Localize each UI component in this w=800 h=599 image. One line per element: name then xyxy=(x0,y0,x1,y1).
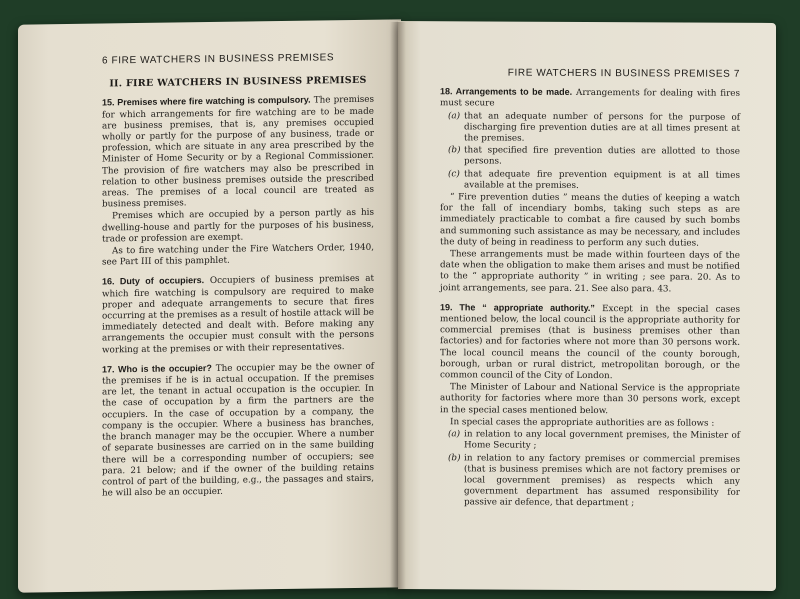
paragraph-17 xyxy=(102,361,374,500)
paragraph-text: Except in the special cases mentioned below, the local council is the appropriate authority for commercial premises (that is business premises other than factories) and for factories where not more than 30 persons work. The local council means the council of the county borough, borough, urban or rural district, metropolitan borough, or the common council of the City of London. xyxy=(440,303,741,382)
item-label: (a) xyxy=(448,429,461,440)
item-label: (b) xyxy=(448,145,461,156)
paragraph-18 xyxy=(440,86,740,295)
item-text: that an adequate number of persons for the purpose of discharging fire prevention duties are at all times present at the premises. xyxy=(464,110,740,144)
item-label: (a) xyxy=(448,110,461,121)
right-page-content xyxy=(440,67,740,511)
book-spine-gutter xyxy=(390,22,406,590)
item-label: (c) xyxy=(448,168,460,179)
paragraph-heading: 16. Duty of occupiers. xyxy=(102,275,205,287)
item-label: (b) xyxy=(448,452,461,463)
sub-item-list xyxy=(440,111,740,193)
item-text: that specified fire prevention duties are allotted to those persons. xyxy=(464,145,740,167)
running-head: 6 FIRE WATCHERS IN BUSINESS PREMISES xyxy=(102,52,335,67)
paragraph-heading: 18. Arrangements to be made. xyxy=(440,86,573,98)
sub-item-list xyxy=(440,429,740,510)
paragraph-heading: 19. The “ appropriate authority.” xyxy=(440,302,595,313)
paragraph-text: The premises for which arrangements for fire watching are to be made are business premises, that is, any premises occupied wholly or partly for the purpose of any business, trade or profession, which are situate in any area prescribed by the Minister of Home Security or by a Regional Commissioner. The provision of fire watchers may also be prescribed in relation to other business premises outside the prescribed areas. The premises of a local council are treated as business premises. xyxy=(102,95,375,210)
paragraph-text: The occupier may be the owner of the premises if he is in actual occupation. If the premises are let, the tenant in actual occupation is the occupier. In the case of occupation by a firm the partners are the occupiers. In the case of occupation by a company, the company is the occupier. Where a business has branches, the branch manager may be the occupier. Where a number of separate businesses are carried on in the same building there will be a corresponding number of occupiers; see para. 21 below; and if the owner of the building retains control of part of the building, e.g., the passages and stairs, he will also be an occupier. xyxy=(102,361,374,499)
open-pamphlet xyxy=(18,22,790,590)
paragraph-text: These arrangements must be made within fourteen days of the date when the obligation to make them arises and must be notified to the “ appropriate authority ” in writing ; see para. 20. As to joint arrangements, see para. 21. See also para. 43. xyxy=(440,249,740,295)
left-page-content xyxy=(102,52,374,501)
paragraph-text: Premises which are occupied by a person partly as his dwelling-house and partly for the purposes of his business, trade or profession are exempt. xyxy=(102,208,374,245)
paragraph-text: “ Fire prevention duties ” means the duties of keeping a watch for the fall of incendiary bombs, taking such steps as are immediately practicable to combat a fire caused by such bombs and summoning such assistance as may be necessary, and includes the duty of being in readiness to perform any such duties. xyxy=(440,192,740,249)
list-item xyxy=(440,111,740,146)
paragraph-heading: 17. Who is the occupier? xyxy=(102,362,212,375)
paragraph-text: Occupiers of business premises at which fire watching is compulsory are required to make proper and adequate arrangements to secure that fires occurring at the premises as a result of hostile attack will be immediately detected and dealt with. Before making any arrangements the occupier must consult with the persons working at the premises or with their representatives. xyxy=(102,274,374,356)
paragraph-19 xyxy=(440,302,740,510)
left-page xyxy=(18,19,401,592)
list-item xyxy=(440,169,740,193)
item-text: that adequate fire prevention equipment is at all times available at the premises. xyxy=(464,168,740,191)
section-title: II. FIRE WATCHERS IN BUSINESS PREMISES xyxy=(109,75,367,90)
running-head: FIRE WATCHERS IN BUSINESS PREMISES 7 xyxy=(507,67,740,80)
list-item xyxy=(440,145,740,169)
paragraph-text: As to fire watching under the Fire Watchers Order, 1940, see Part III of this pamphlet. xyxy=(102,242,374,268)
paragraph-16 xyxy=(102,273,374,356)
item-text: in relation to any local government premises, the Minister of Home Security ; xyxy=(464,429,740,452)
paragraph-text: In special cases the appropriate authorities are as follows : xyxy=(450,417,715,429)
list-item xyxy=(440,429,740,453)
paragraph-15 xyxy=(102,94,374,269)
list-item xyxy=(440,453,740,511)
item-text: in relation to any factory premises or commercial premises (that is business premises which are not factory premises or local government premises) as respects which any government department has assumed responsibility for passive air defence, that department ; xyxy=(464,452,740,509)
paragraph-text: Arrangements for dealing with fires must secure xyxy=(440,88,740,109)
paragraph-text: The Minister of Labour and National Service is the appropriate authority for factories where more than 30 persons work, except in the special cases mentioned below. xyxy=(440,382,740,416)
right-page xyxy=(398,21,776,591)
paragraph-heading: 15. Premises where fire watching is compulsory. xyxy=(102,94,311,108)
